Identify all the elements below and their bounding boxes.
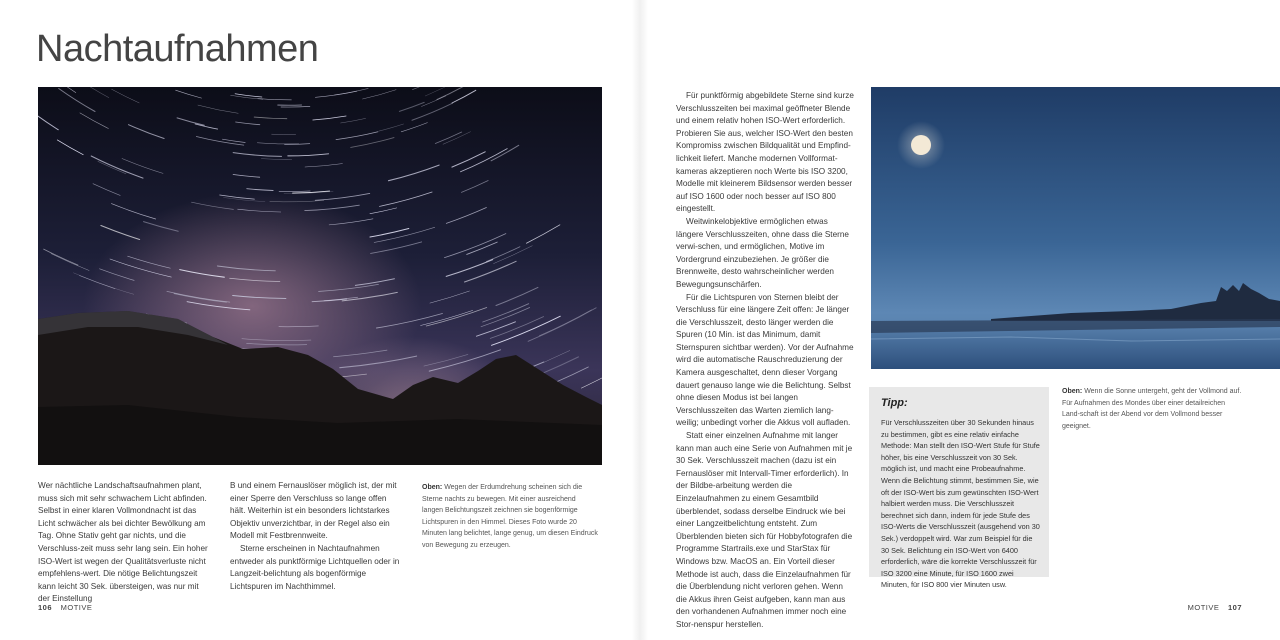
body-paragraph: Für die Lichtspuren von Sternen bleibt der Verschluss für eine längere Zeit offen: Je länger die Verschlusszeit, desto länger werden die Spuren (10 Min. ist das Minimum, damit Sternspuren sichtbar werden). Vor der Aufnahme wird die automatische Rauschreduzierung der Kamera ausgeschaltet, denn dieser Vorgang dauert genauso lange wie die Belichtung. Selbst ohne diesen Modus ist bei langen Verschlusszeiten das Warten ziemlich lang-weilig; unbedingt vorher die Akkus voll aufladen. — [676, 292, 854, 428]
section-label: MOTIVE — [60, 603, 93, 612]
tip-heading: Tipp: — [881, 397, 908, 409]
section-label: MOTIVE — [1187, 603, 1220, 612]
body-column — [676, 90, 854, 632]
photo-caption — [422, 482, 598, 552]
star-trails-photo — [38, 87, 602, 465]
page-number: 107 — [1227, 603, 1242, 612]
body-paragraph: B und einem Fernauslöser möglich ist, der mit einer Sperre den Verschluss so lange offen hält. Weiterhin ist ein besonders lichtstarkes Objektiv unverzichtbar, in der Regel also ein Modell mit Festbrennweite. — [230, 481, 397, 541]
moonrise-photo — [871, 87, 1280, 369]
tip-box — [869, 387, 1049, 590]
body-paragraph: Für punktförmig abgebildete Sterne sind kurze Verschlusszeiten bei maximal geöffneter Blende und einem relativ hohen ISO-Wert erforderlich. Probieren Sie aus, welcher ISO-Wert den besten Kompromiss zwischen Bildqualität und Empfind-lichkeit liefert. Manche modernen Vollformat-kameras akzeptieren noch Werte bis ISO 3200, Modelle mit kleinerem Bildsensor werden besser auf ISO 1600 oder noch besser auf ISO 800 eingestellt. — [676, 91, 854, 214]
body-paragraph: Weitwinkelobjektive ermöglichen etwas längere Verschlusszeiten, ohne dass die Sterne verwi-schen, und ermöglichen, Motive im Vordergrund einzubeziehen. Je größer die Brennweite, desto wahrscheinlicher werden Bewegungsunschärfen. — [676, 216, 849, 289]
page-number: 106 — [38, 603, 53, 612]
body-column-2 — [230, 480, 402, 593]
caption-label: Oben: — [1062, 388, 1083, 395]
right-page — [640, 0, 1280, 640]
photo-caption — [1062, 386, 1242, 432]
tip-text: Für Verschlusszeiten über 30 Sekunden hinaus zu bestimmen, gibt es eine relativ einfache Methode: Man stellt den ISO-Wert Stufe für Stufe höher, bis eine Verschlusszeit von 30 Sek. möglich ist, und macht eine Probeaufnahme. Wenn die Belichtung stimmt, bestimmen Sie, wie oft der ISO-Wert bis zum gewünschten ISO-Wert halbiert werden muss. Die Verschlusszeit berechnet sich dann, indem für jede Stufe des ISO-Werts die Verschlusszeit (ausgehend von 30 Sek.) verdoppelt wird. War zum Beispiel für die 30 Sek. Belichtung ein ISO-Wert von 6400 erforderlich, wäre die korrekte Verschlusszeit für ISO 3200 eine Minute, für ISO 1600 zwei Minuten, für ISO 800 vier Minuten usw. — [881, 418, 1040, 590]
caption-label: Oben: — [422, 484, 443, 491]
body-paragraph: Statt einer einzelnen Aufnahme mit langer kann man auch eine Serie von Aufnahmen mit je 30 Sek. Verschlusszeit machen (dazu ist ein Fernauslöser mit Intervall-Timer erforderlich). In der Bildbe-arbeitung werden die Einzelaufnahmen zu einem Gesamtbild überblendet, sodass derselbe Eindruck wie bei einer Langzeitbelichtung entsteht. Zum Überblenden bieten sich für Hobbyfotografen die Programme Startrails.exe und StarStax für Windows bzw. MacOS an. Ein Vorteil dieser Methode ist auch, dass die Einzelaufnahmen für die Überblendung nicht verloren gehen. Wenn die Akkus ihren Geist aufgeben, kann man aus den vorhandenen Aufnahmen immer noch eine Stor-nenspur herstellen. — [676, 431, 853, 629]
caption-text: Wenn die Sonne untergeht, geht der Vollmond auf. Für Aufnahmen des Mondes über einer detailreichen Land-schaft ist der Abend vor dem Vollmond besser geeignet. — [1062, 388, 1242, 430]
folio — [1188, 603, 1242, 612]
body-column-1 — [38, 480, 210, 606]
body-paragraph: Sterne erscheinen in Nachtaufnahmen entweder als punktförmige Lichtquellen oder in Langzeit-belichtung als bogenförmige Lichtspuren im Nachthimmel. — [230, 543, 400, 591]
page-title: Nachtaufnahmen — [36, 28, 319, 70]
body-paragraph: Wer nächtliche Landschaftsaufnahmen plant, muss sich mit sehr schwachem Licht abfinden. Selbst in einer klaren Vollmondnacht ist das Licht schwächer als bei dichter Bewölkung am Tag. Ohne Stativ geht gar nichts, und die Verschluss-zeit muss sehr lang sein. Ein hoher ISO-Wert ist wegen der Qualitätsverluste nicht empfehlens-wert. Die nötige Belichtungszeit kann leicht 30 Sek. übersteigen, was nur mit der Einstellung — [38, 481, 208, 604]
folio — [38, 603, 92, 612]
caption-text: Wegen der Erdumdrehung scheinen sich die Sterne nachts zu bewegen. Mit einer ausreichend langen Belichtungszeit zeichnen sie bogenförmige Lichtspuren in den Himmel. Dieses Foto wurde 20 Minuten lang belichtet, lange genug, um diesen Eindruck von Bewegung zu erzeugen. — [422, 484, 598, 549]
